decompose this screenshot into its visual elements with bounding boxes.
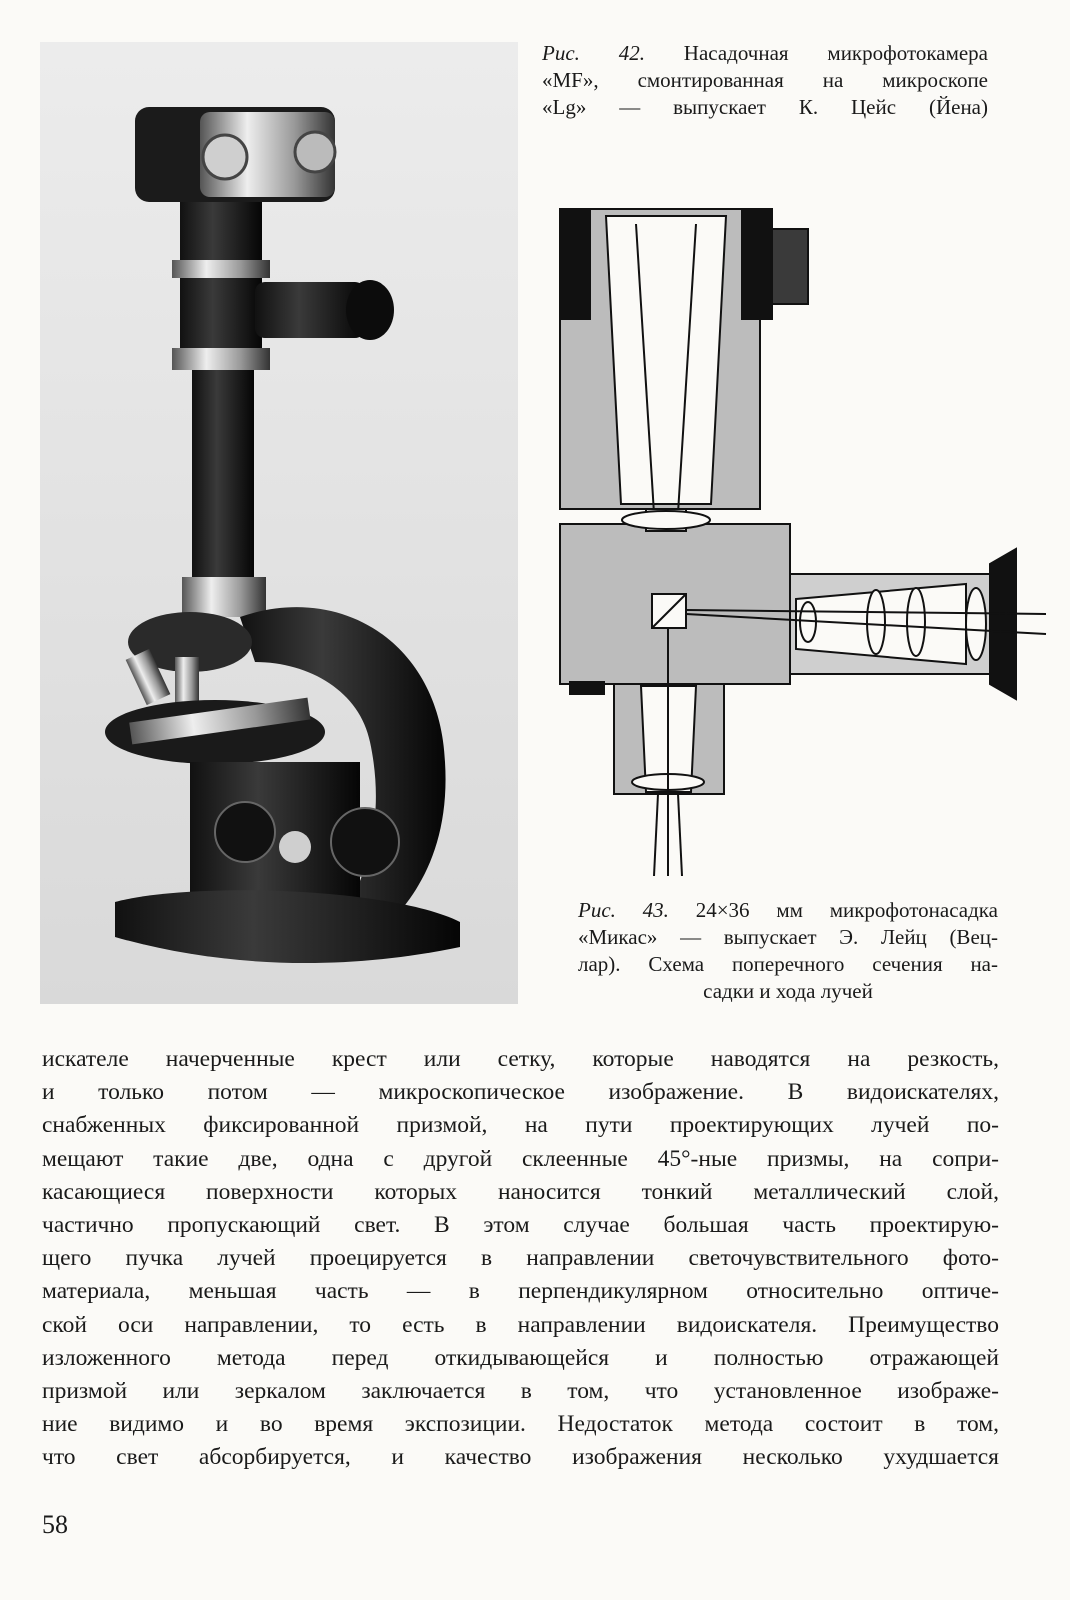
text-line: ской оси направлении, то есть в направлении видоискателя. Преимущество	[42, 1311, 999, 1338]
caption-line: лар). Схема поперечного сечения на-	[578, 952, 998, 976]
caption-line: «Lg» — выпускает К. Цейс (Йена)	[542, 95, 988, 119]
figure-43-caption	[578, 897, 998, 1005]
text-line: ние видимо и во время экспозиции. Недостаток метода состоит в том,	[42, 1411, 999, 1438]
cross-section-diagram	[546, 204, 1050, 880]
text-line: частично пропускающий свет. В этом случае большая часть проектирую-	[42, 1211, 999, 1238]
text-line: снабженных фиксированной призмой, на пути проектирующих лучей по-	[42, 1112, 999, 1139]
text-line: мещают такие две, одна с другой склеенные 45°-ные призмы, на сопри-	[42, 1145, 999, 1172]
text-line: материала, меньшая часть — в перпендикулярном относительно оптиче-	[42, 1278, 999, 1305]
text-line: призмой или зеркалом заключается в том, что установленное изображе-	[42, 1377, 999, 1404]
text-line: и только потом — микроскопическое изображение. В видоискателях,	[42, 1079, 999, 1106]
caption-line: садки и хода лучей	[703, 979, 873, 1003]
caption-line: «MF», смонтированная на микроскопе	[542, 68, 988, 92]
text-line: искателе начерченные крест или сетку, которые наводятся на резкость,	[42, 1046, 999, 1072]
microscope-photo	[40, 42, 518, 1004]
caption-line: 24×36 мм микрофотонасадка	[695, 898, 999, 922]
text-line: касающиеся поверхности которых наносится тонкий металлический слой,	[42, 1178, 999, 1205]
figure-43-label: Рис. 43.	[578, 898, 669, 922]
caption-line: Насадочная микрофотокамера	[683, 41, 988, 65]
text-line: что свет абсорбируется, и качество изображения несколько ухудшается	[42, 1444, 999, 1471]
body-text	[42, 1043, 999, 1474]
figure-42-caption	[542, 40, 988, 121]
caption-line: «Микас» — выпускает Э. Лейц (Вец-	[578, 925, 998, 949]
text-line: щего пучка лучей проецируется в направлении светочувствительного фото-	[42, 1245, 999, 1272]
figure-42-label: Рис. 42.	[542, 41, 645, 65]
text-line: изложенного метода перед откидывающейся и полностью отражающей	[42, 1344, 999, 1371]
page-number: 58	[42, 1510, 68, 1539]
